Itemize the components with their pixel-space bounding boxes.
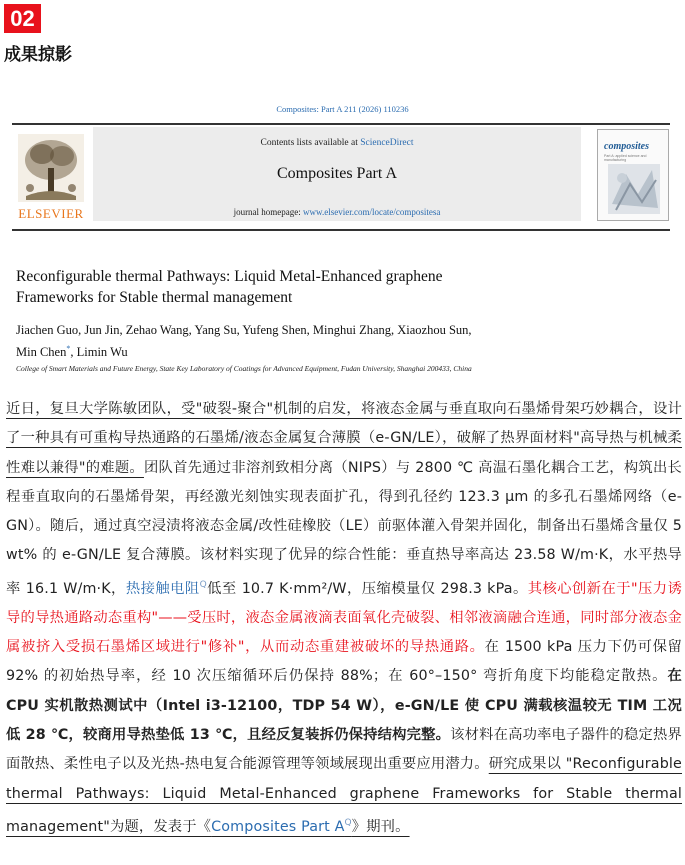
header-top-rule: [12, 123, 670, 125]
cover-image: [608, 164, 660, 214]
corresponding-author-mark[interactable]: *: [66, 343, 71, 353]
homepage-prefix: journal homepage:: [233, 207, 304, 217]
sciencedirect-link[interactable]: ScienceDirect: [360, 138, 414, 148]
homepage-link[interactable]: www.elsevier.com/locate/compositesa: [303, 207, 441, 217]
journal-homepage-line: [93, 207, 581, 217]
header-bottom-rule: [12, 229, 670, 231]
journal-header-box: [93, 127, 581, 221]
author-affiliation: College of Smart Materials and Future Energy, State Key Laboratory of Coatings for Advanced Equipment, Fudan University, Shanghai 200433, China: [16, 364, 472, 373]
section-number-badge: 02: [4, 4, 41, 33]
publication-text: 研究成果以 "Reconfigurable thermal Pathways: Liquid Metal-Enhanced graphene Frameworks for Stable thermal management"为题，发表于《: [6, 756, 682, 835]
journal-reference: Composites: Part A 211 (2026) 110236: [276, 104, 409, 114]
authors-line-1: Jiachen Guo, Jun Jin, Zehao Wang, Yang Su, Yufeng Shen, Minghui Zhang, Xiaozhou Sun,: [16, 323, 472, 337]
cover-title: composites: [604, 141, 649, 152]
journal-link[interactable]: Composites Part A: [211, 818, 345, 835]
publisher-name: ELSEVIER: [18, 206, 84, 221]
stability-text: 在 1500 kPa 压力下仍可保留 92% 的初始热导率，经 10 次压缩循环后仍保持 88%；在 60°–150° 弯折角度下均能稳定散热。: [6, 639, 682, 685]
authors-line-2: [16, 340, 636, 362]
journal-name: Composites Part A: [276, 165, 397, 182]
section-title: 成果掠影: [4, 45, 72, 65]
performance-text: 低至 10.7 K·mm²/W，压缩模量仅 298.3 kPa。: [206, 580, 528, 597]
intro-underlined: 近日，复旦大学陈敏团队，受"破裂-聚合"机制的启发，将液态金属与垂直取向石墨烯骨架巧妙耦合，设计了一种具有可重构导热通路的石墨烯/液态金属复合薄膜（e-GN/LE），破解了热界面材料"高导热与机械柔性难以兼得"的难题。: [6, 401, 682, 476]
author-limin-wu: , Limin Wu: [70, 344, 128, 359]
application-text: 该材料在高功率电子器件的稳定热界面散热、柔性电子以及光热-热电复合能源管理等领域展现出重要应用潜力。: [6, 727, 682, 773]
contact-resistance-link[interactable]: 热接触电阻: [125, 580, 200, 597]
author-list: [16, 322, 636, 361]
paper-title: [16, 266, 616, 308]
contents-prefix: Contents lists available at: [260, 138, 361, 148]
publication-end: 》期刊。: [351, 818, 410, 835]
search-icon[interactable]: Q: [344, 817, 352, 828]
journal-cover-thumbnail: [597, 129, 669, 221]
contents-line: [93, 138, 581, 148]
article-body: [6, 395, 682, 842]
paper-title-line-2: Frameworks for Stable thermal management: [16, 289, 293, 306]
method-text: 团队首先通过非溶剂致相分离（NIPS）与 2800 ℃ 高温石墨化耦合工艺，构筑出长程垂直取向的石墨烯骨架，再经激光刻蚀实现表面扩孔，得到孔径约 123.3 μm 的多孔石墨烯网络（e-GN）。随后，通过真空浸渍将液态金属/改性硅橡胶（LE）前驱体灌入骨架并固化，制备出石墨烯含量仅 5 wt% 的 e-GN/LE 复合薄膜。该材料实现了优异的综合性能：垂直热导率高达 23.58 W/m·K，水平热导率 16.1 W/m·K，: [6, 459, 682, 597]
core-innovation-text: 其核心创新在于"压力诱导的导热通路动态重构"——受压时，液态金属液滴表面氧化壳破裂、相邻液滴融合连通，同时部分液态金属被挤入受损石墨烯区域进行"修补"，从而动态重建被破坏的导热通路。: [6, 580, 683, 656]
cpu-test-text: 在 CPU 实机散热测试中（Intel i3-12100，TDP 54 W），e-GN/LE 使 CPU 满载核温较无 TIM 工况低 28 ℃，较商用导热垫低 13 ℃，且经反复装拆仍保持结构完整。: [6, 668, 682, 744]
paper-title-line-1: Reconfigurable thermal Pathways: Liquid Metal-Enhanced graphene: [16, 268, 443, 285]
author-min-chen: Min Chen: [16, 344, 67, 359]
cover-subtitle: Part A: applied science and manufacturing: [604, 154, 647, 162]
search-icon[interactable]: Q: [199, 579, 207, 590]
